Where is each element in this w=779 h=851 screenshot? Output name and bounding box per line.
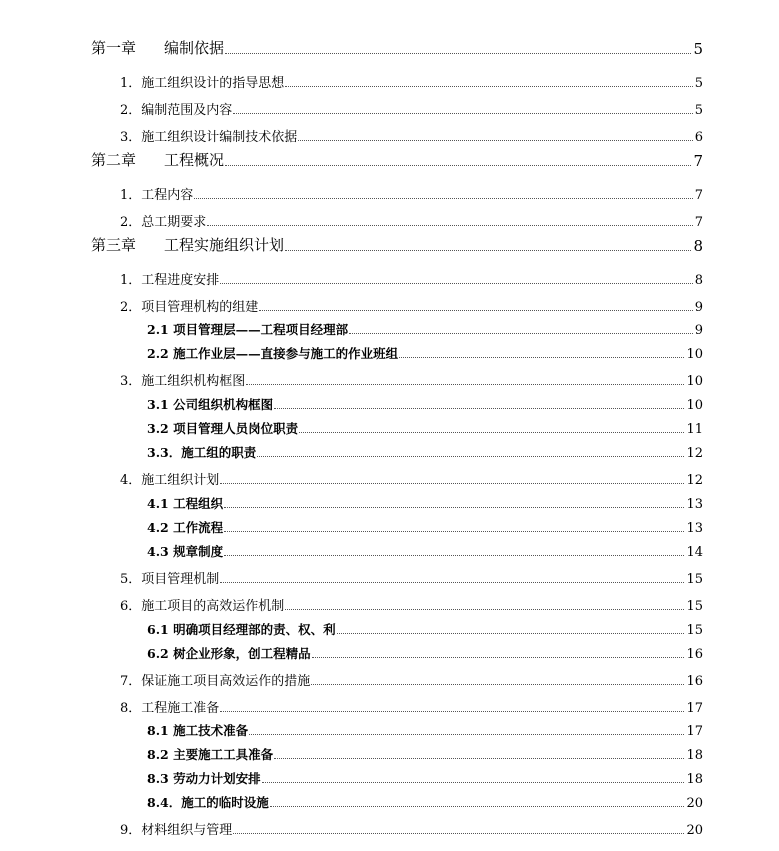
- toc-entry-label: [147, 419, 298, 437]
- toc-section-entry[interactable]: [120, 100, 703, 118]
- toc-entry-label: [147, 320, 348, 338]
- dot-leader: [224, 554, 684, 556]
- toc-section-entry[interactable]: [120, 270, 703, 288]
- toc-entry-title: 1．施工组织设计的指导思想: [120, 76, 285, 91]
- toc-subsection-entry[interactable]: [147, 769, 703, 787]
- toc-entry-title: 2．编制范围及内容: [120, 103, 233, 118]
- toc-section-entry[interactable]: [120, 596, 703, 614]
- dot-leader: [337, 632, 685, 634]
- page-number: 14: [686, 545, 703, 560]
- toc-chapter-entry[interactable]: [91, 150, 703, 170]
- page-number: 18: [686, 748, 703, 763]
- page-number: 7: [694, 215, 703, 230]
- toc-entry-title: 3．施工组织设计编制技术依据: [120, 130, 298, 145]
- page-number: 13: [686, 521, 703, 536]
- toc-entry-title: 8．工程施工准备: [120, 701, 220, 716]
- toc-entry-title: 4.3 规章制度: [147, 544, 224, 559]
- toc-entry-label: [120, 469, 219, 488]
- dot-leader: [285, 249, 691, 251]
- dot-leader: [274, 757, 684, 759]
- toc-entry-title: 5．项目管理机制: [120, 572, 220, 587]
- toc-entry-title: 2．总工期要求: [120, 215, 207, 230]
- dot-leader: [262, 781, 685, 783]
- dot-leader: [246, 383, 684, 385]
- toc-entry-label: [147, 494, 223, 512]
- toc-entry-label: [147, 518, 223, 536]
- toc-subsection-entry[interactable]: [147, 620, 703, 638]
- toc-section-entry[interactable]: [120, 569, 703, 587]
- toc-entry-label: [120, 269, 219, 288]
- page-number: 11: [686, 422, 703, 437]
- dot-leader: [285, 85, 692, 87]
- dot-leader: [220, 581, 684, 583]
- toc-entry-label: [91, 37, 224, 58]
- toc-subsection-entry[interactable]: [147, 518, 703, 536]
- toc-section-entry[interactable]: [120, 212, 703, 230]
- toc-entry-label: [91, 234, 284, 255]
- page-number: 6: [694, 130, 703, 145]
- toc-entry-label: [120, 72, 284, 91]
- dot-leader: [233, 832, 684, 834]
- toc-entry-label: [120, 211, 206, 230]
- toc-subsection-entry[interactable]: [147, 344, 703, 362]
- page-number: 10: [686, 347, 703, 362]
- dot-leader: [399, 356, 684, 358]
- toc-section-entry[interactable]: [120, 820, 703, 838]
- page-number: 17: [686, 724, 703, 739]
- toc-entry-title: 4．施工组织计划: [120, 473, 220, 488]
- dot-leader: [285, 608, 684, 610]
- toc-subsection-entry[interactable]: [147, 793, 703, 811]
- toc-entry-label: [120, 697, 219, 716]
- toc-section-entry[interactable]: [120, 297, 703, 315]
- toc-entry-label: [91, 149, 224, 170]
- toc-entry-label: [120, 126, 297, 145]
- toc-section-entry[interactable]: [120, 73, 703, 91]
- page-number: 5: [693, 40, 703, 58]
- dot-leader: [220, 710, 684, 712]
- toc-entry-label: [147, 769, 261, 787]
- toc-entry-label: [120, 296, 258, 315]
- dot-leader: [194, 197, 692, 199]
- page-number: 15: [686, 623, 703, 638]
- page-number: 16: [686, 674, 703, 689]
- toc-entry-label: [147, 644, 311, 662]
- toc-section-entry[interactable]: [120, 185, 703, 203]
- toc-entry-title: 3.3．施工组的职责: [147, 445, 257, 460]
- toc-entry-title: 6.2 树企业形象，创工程精品: [147, 646, 311, 661]
- page-number: 10: [686, 398, 703, 413]
- page-number: 15: [686, 572, 703, 587]
- toc-entry-title: 8.3 劳动力计划安排: [147, 771, 261, 786]
- toc-section-entry[interactable]: [120, 127, 703, 145]
- toc-entry-label: [120, 819, 232, 838]
- page-number: 7: [694, 188, 703, 203]
- toc-entry-label: [120, 99, 232, 118]
- dot-leader: [233, 112, 692, 114]
- toc-entry-title: 2．项目管理机构的组建: [120, 300, 259, 315]
- dot-leader: [349, 332, 693, 334]
- dot-leader: [270, 805, 685, 807]
- toc-subsection-entry[interactable]: [147, 721, 703, 739]
- page-number: 9: [694, 300, 703, 315]
- dot-leader: [225, 52, 691, 54]
- page-number: 5: [694, 76, 703, 91]
- dot-leader: [224, 506, 684, 508]
- dot-leader: [257, 455, 684, 457]
- toc-subsection-entry[interactable]: [147, 395, 703, 413]
- toc-entry-title: 工程实施组织计划: [164, 236, 285, 254]
- toc-subsection-entry[interactable]: [147, 542, 703, 560]
- page-number: 12: [686, 473, 703, 488]
- page-number: 20: [686, 796, 703, 811]
- chapter-number: 第一章: [91, 39, 137, 57]
- toc-entry-label: [147, 620, 336, 638]
- toc-entry-title: 2.2 施工作业层——直接参与施工的作业班组: [147, 346, 399, 361]
- page-number: 20: [686, 823, 703, 838]
- toc-section-entry[interactable]: [120, 470, 703, 488]
- toc-subsection-entry[interactable]: [147, 320, 703, 338]
- toc-subsection-entry[interactable]: [147, 745, 703, 763]
- page-number: 12: [686, 446, 703, 461]
- page-number: 8: [693, 237, 703, 255]
- page-number: 13: [686, 497, 703, 512]
- toc-chapter-entry[interactable]: [91, 235, 703, 255]
- toc-subsection-entry[interactable]: [147, 419, 703, 437]
- dot-leader: [259, 309, 692, 311]
- dot-leader: [220, 282, 692, 284]
- dot-leader: [220, 482, 684, 484]
- toc-entry-title: 工程概况: [164, 151, 225, 169]
- dot-leader: [249, 733, 684, 735]
- toc-section-entry[interactable]: [120, 671, 703, 689]
- toc-entry-label: [147, 443, 256, 461]
- toc-entry-title: 8.1 施工技术准备: [147, 723, 249, 738]
- toc-subsection-entry[interactable]: [147, 494, 703, 512]
- dot-leader: [298, 139, 692, 141]
- toc-entry-title: 8.4．施工的临时设施: [147, 795, 269, 810]
- toc-entry-label: [147, 344, 398, 362]
- toc-entry-label: [120, 370, 245, 389]
- toc-entry-label: [147, 793, 269, 811]
- toc-entry-title: 3.2 项目管理人员岗位职责: [147, 421, 299, 436]
- page-number: 15: [686, 599, 703, 614]
- chapter-number: 第三章: [91, 236, 137, 254]
- page-number: 18: [686, 772, 703, 787]
- toc-entry-title: 1．工程进度安排: [120, 273, 220, 288]
- page-number: 7: [693, 152, 703, 170]
- toc-entry-title: 4.1 工程组织: [147, 496, 224, 511]
- toc-entry-title: 7．保证施工项目高效运作的措施: [120, 674, 311, 689]
- dot-leader: [299, 431, 684, 433]
- toc-section-entry[interactable]: [120, 371, 703, 389]
- toc-entry-title: 2.1 项目管理层——工程项目经理部: [147, 322, 349, 337]
- toc-entry-label: [147, 721, 248, 739]
- dot-leader: [311, 683, 684, 685]
- toc-entry-title: 8.2 主要施工工具准备: [147, 747, 274, 762]
- toc-entry-title: 4.2 工作流程: [147, 520, 224, 535]
- toc-entry-label: [120, 670, 310, 689]
- toc-entry-title: 9．材料组织与管理: [120, 823, 233, 838]
- dot-leader: [207, 224, 692, 226]
- toc-entry-label: [120, 595, 284, 614]
- dot-leader: [224, 530, 684, 532]
- toc-subsection-entry[interactable]: [147, 443, 703, 461]
- toc-entry-title: 6.1 明确项目经理部的责、权、利: [147, 622, 336, 637]
- page-number: 17: [686, 701, 703, 716]
- toc-chapter-entry[interactable]: [91, 38, 703, 58]
- toc-entry-title: 编制依据: [164, 39, 225, 57]
- page-number: 16: [686, 647, 703, 662]
- toc-entry-label: [147, 542, 223, 560]
- toc-entry-label: [147, 745, 273, 763]
- toc-entry-label: [120, 568, 219, 587]
- chapter-number: 第二章: [91, 151, 137, 169]
- toc-entry-title: 1．工程内容: [120, 188, 194, 203]
- toc-entry-title: 3．施工组织机构框图: [120, 374, 246, 389]
- dot-leader: [225, 164, 691, 166]
- toc-entry-label: [147, 395, 273, 413]
- toc-subsection-entry[interactable]: [147, 644, 703, 662]
- dot-leader: [312, 656, 685, 658]
- toc-entry-label: [120, 184, 193, 203]
- page-number: 9: [694, 323, 703, 338]
- page-number: 5: [694, 103, 703, 118]
- dot-leader: [274, 407, 684, 409]
- toc-entry-title: 3.1 公司组织机构框图: [147, 397, 274, 412]
- toc-entry-title: 6．施工项目的高效运作机制: [120, 599, 285, 614]
- page-number: 8: [694, 273, 703, 288]
- page-number: 10: [686, 374, 703, 389]
- toc-section-entry[interactable]: [120, 698, 703, 716]
